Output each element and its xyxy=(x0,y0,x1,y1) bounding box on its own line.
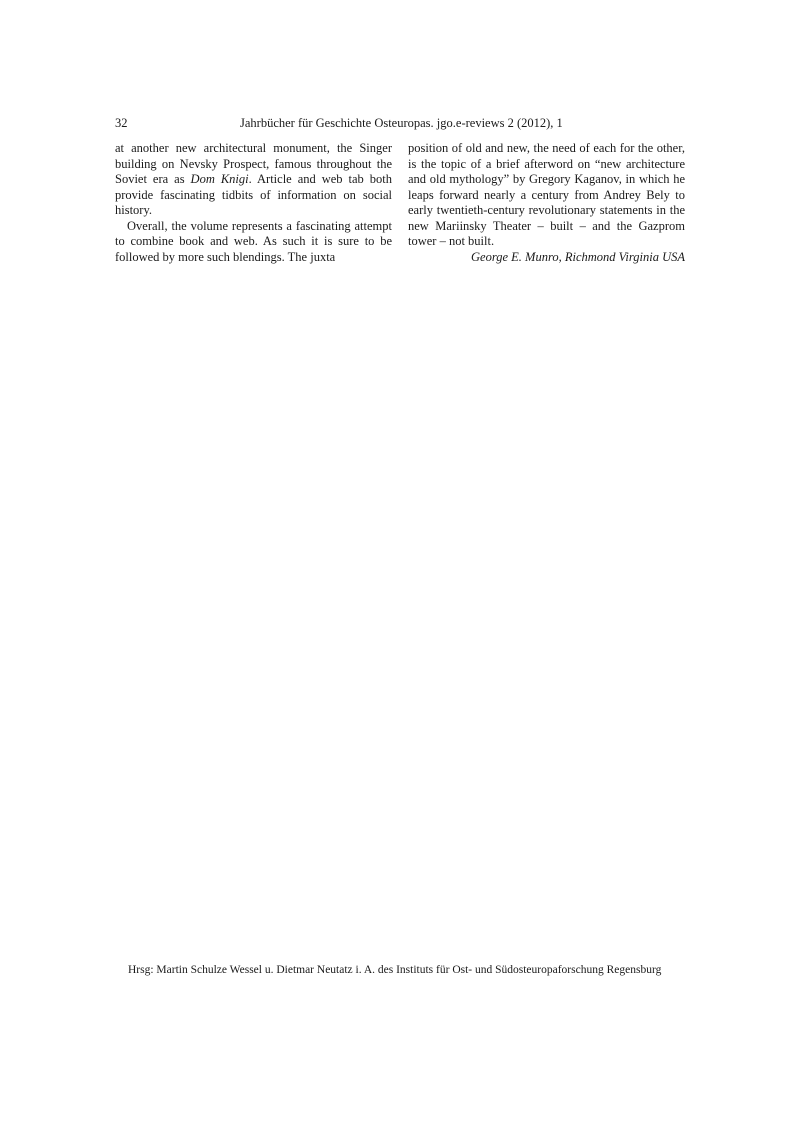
page-footer: Hrsg: Martin Schulze Wessel u. Dietmar Neutatz i. A. des Instituts für Ost- und Südosteuropaforschung Regensburg xyxy=(128,964,662,976)
paragraph: position of old and new, the need of each for the other, is the topic of a brief afterword on “new architecture and old mythology” by Gregory Kaganov, in which he leaps forward nearly a century from Andrey Bely to early twentieth-century revolutionary statements in the new Mariinsky Theater – built – and the Gazprom tower – not built. xyxy=(408,141,685,248)
paragraph-text: at another new architectural monument, the Singer building on Nevsky Prospect, famous throughout the Soviet era as xyxy=(115,141,392,186)
page-number: 32 xyxy=(115,116,128,130)
right-column xyxy=(408,141,685,265)
italic-title: Dom Knigi xyxy=(190,172,249,186)
running-head: Jahrbücher für Geschichte Osteuropas. jgo.e-reviews 2 (2012), 1 xyxy=(240,116,563,130)
left-column xyxy=(115,141,392,265)
paragraph-text: . Article and web tab both provide fascinating tidbits of information on social history. xyxy=(115,172,392,217)
reviewer-byline: George E. Munro, Richmond Virginia USA xyxy=(471,249,685,264)
paragraph: Overall, the volume represents a fascinating attempt to combine book and web. As such it is sure to be followed by more such blendings. The juxta xyxy=(115,218,392,264)
paragraph xyxy=(115,141,392,219)
